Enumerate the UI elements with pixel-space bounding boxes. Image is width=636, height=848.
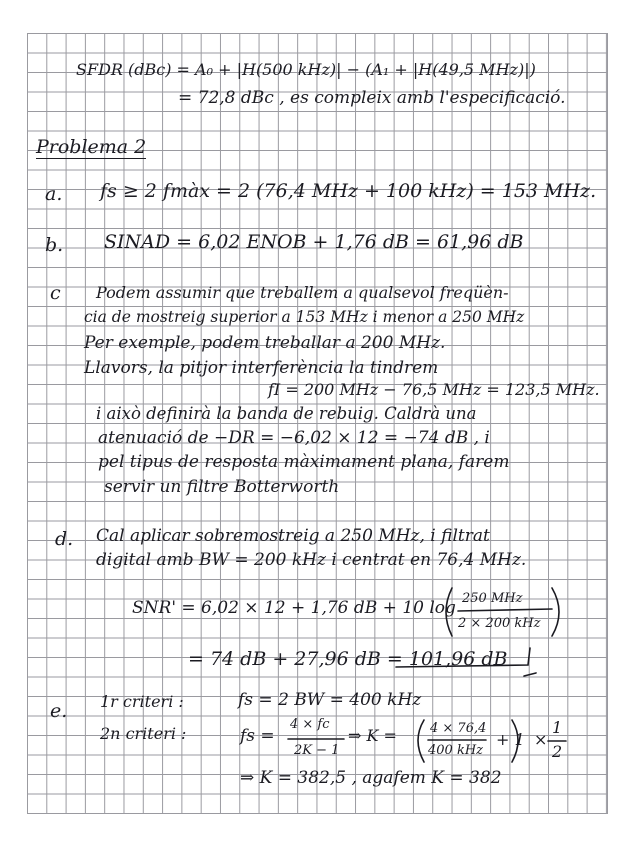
part-c-line: atenuació de −DR = −6,02 × 12 = −74 dB , i <box>98 428 490 448</box>
k-half-numerator: 1 <box>552 718 563 737</box>
k-plus-one: + 1 <box>496 730 525 749</box>
sfdr-line-1: SFDR (dBc) = A₀ + |H(500 kHz)| − (A₁ + |H(49,5 MHz)|) <box>76 60 536 79</box>
criterion-2-implies: ⇒ K = <box>348 726 397 745</box>
part-c-label: c <box>50 282 61 304</box>
criterion-1-label: 1r criteri : <box>100 692 184 711</box>
k-times: × <box>534 730 548 749</box>
part-d-line: digital amb BW = 200 kHz i centrat en 76,4 MHz. <box>96 550 527 570</box>
part-c-line: pel tipus de resposta màximament plana, farem <box>98 452 510 472</box>
part-c-line: servir un filtre Botterworth <box>104 477 340 497</box>
snr-fraction-denominator: 2 × 200 kHz <box>458 616 541 631</box>
part-a-formula: fs ≥ 2 fmàx = 2 (76,4 MHz + 100 kHz) = 153 MHz. <box>100 180 597 202</box>
part-c-line: fI = 200 MHz − 76,5 MHz = 123,5 MHz. <box>268 380 600 399</box>
part-c-line: Llavors, la pitjor interferència la tindrem <box>84 358 439 378</box>
sfdr-line-2: = 72,8 dBc , es compleix amb l'especificació. <box>178 88 566 108</box>
criterion-2-lhs: fs = <box>240 726 275 746</box>
part-d-label: d. <box>55 528 74 550</box>
k-result: ⇒ K = 382,5 , agafem K = 382 <box>240 768 502 788</box>
criterion-2-denominator: 2K − 1 <box>294 743 340 758</box>
k-inner-numerator: 4 × 76,4 <box>430 721 487 736</box>
snr-result: = 74 dB + 27,96 dB = 101,96 dB <box>188 648 508 670</box>
criterion-2-numerator: 4 × fc <box>290 717 330 732</box>
part-c-line: Podem assumir que treballem a qualsevol freqüèn- <box>96 283 509 302</box>
part-c-line: cia de mostreig superior a 153 MHz i menor a 250 MHz <box>84 308 525 326</box>
part-a-label: a. <box>45 183 63 205</box>
criterion-2-label: 2n criteri : <box>100 724 187 743</box>
snr-fraction-numerator: 250 MHz <box>462 591 523 606</box>
k-inner-denominator: 400 kHz <box>428 743 484 758</box>
problem-title: Problema 2 <box>36 136 147 158</box>
part-c-line: i això definirà la banda de rebuig. Caldrà una <box>96 404 477 423</box>
part-c-line: Per exemple, podem treballar a 200 MHz. <box>84 333 446 353</box>
part-e-label: e. <box>50 700 68 722</box>
snr-formula: SNR' = 6,02 × 12 + 1,76 dB + 10 log <box>132 598 456 618</box>
k-half-denominator: 2 <box>552 742 563 761</box>
part-b-formula: SINAD = 6,02 ENOB + 1,76 dB = 61,96 dB <box>104 231 524 253</box>
criterion-1-formula: fs = 2 BW = 400 kHz <box>238 690 422 710</box>
part-b-label: b. <box>45 234 64 256</box>
part-d-line: Cal aplicar sobremostreig a 250 MHz, i filtrat <box>96 526 490 546</box>
